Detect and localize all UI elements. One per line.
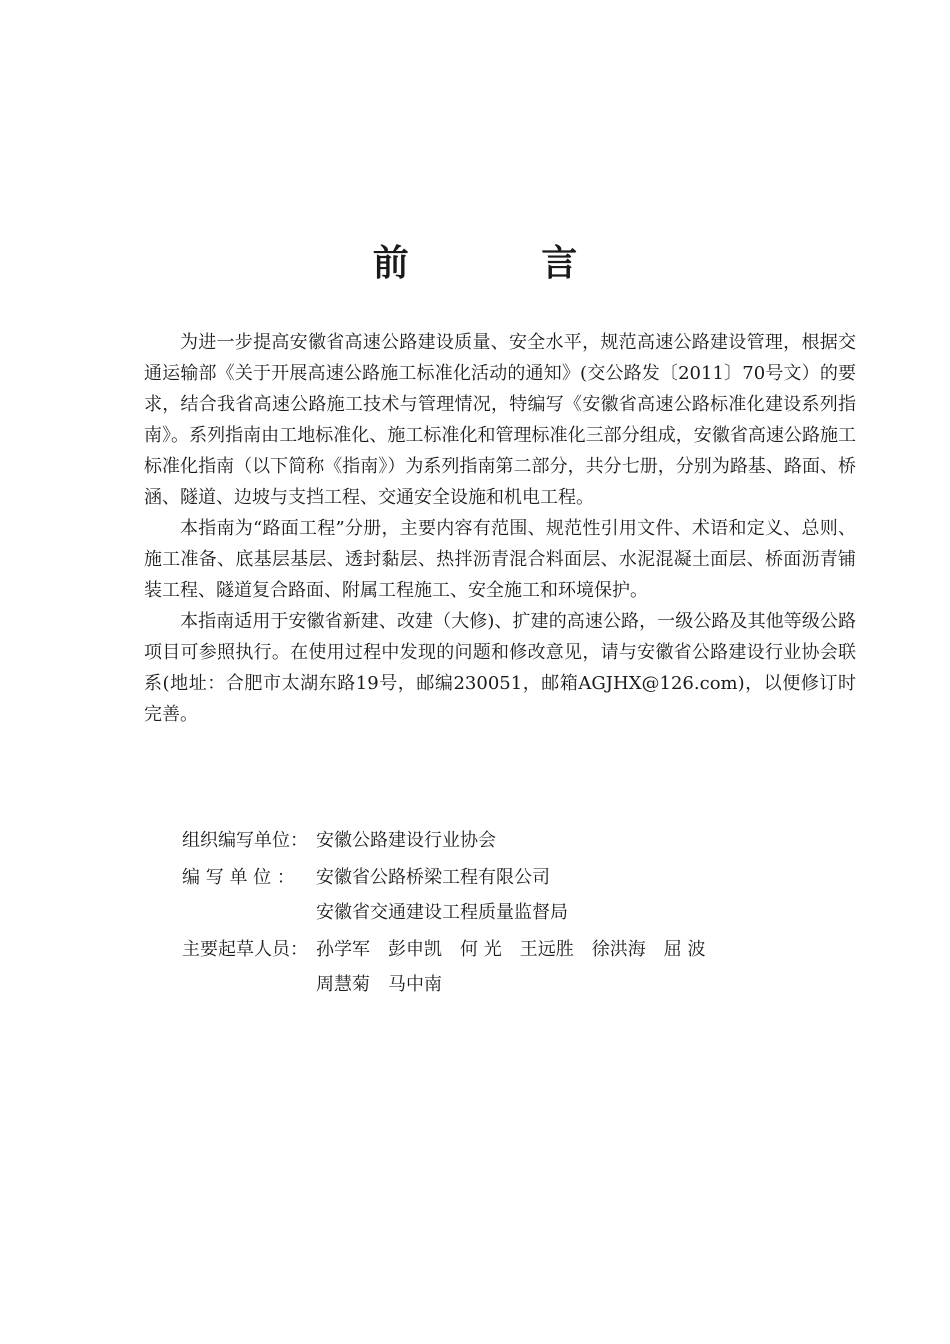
credits-block <box>182 823 822 1004</box>
authors-unit-label: 编 写 单 位 ： <box>182 867 295 888</box>
organizer-row <box>182 823 822 858</box>
drafters-names-2: 周慧菊 马中南 <box>316 974 442 995</box>
drafters-names-1: 孙学军 彭申凯 何 光 王远胜 徐洪海 屈 波 <box>316 939 706 960</box>
authors-unit-name-1: 安徽省公路桥梁工程有限公司 <box>316 867 550 888</box>
authors-unit-row <box>182 860 822 930</box>
drafters-row <box>182 932 822 1002</box>
organizer-label: 组织编写单位： <box>182 830 308 851</box>
paragraph-2: 本指南为“路面工程”分册，主要内容有范围、规范性引用文件、术语和定义、总则、施工准备、底基层基层、透封黏层、热拌沥青混合料面层、水泥混凝土面层、桥面沥青铺装工程、隧道复合路面、附属工程施工、安全施工和环境保护。 <box>144 518 856 601</box>
authors-unit-name-2: 安徽省交通建设工程质量监督局 <box>316 902 568 923</box>
drafters-label: 主要起草人员： <box>182 939 308 960</box>
organizer-name: 安徽公路建设行业协会 <box>316 830 496 851</box>
paragraph-3: 本指南适用于安徽省新建、改建（大修)、扩建的高速公路，一级公路及其他等级公路项目可参照执行。在使用过程中发现的问题和修改意见，请与安徽省公路建设行业协会联系(地址：合肥市太湖东路19号，邮编230051，邮箱AGJHX@126.com)，以便修订时完善。 <box>144 611 856 725</box>
preface-body <box>144 327 856 730</box>
paragraph-1: 为进一步提高安徽省高速公路建设质量、安全水平，规范高速公路建设管理，根据交通运输部《关于开展高速公路施工标准化活动的通知》(交公路发〔2011〕70号文）的要求，结合我省高速公路施工技术与管理情况，特编写《安徽省高速公路标准化建设系列指南》。系列指南由工地标准化、施工标准化和管理标准化三部分组成，安徽省高速公路施工标准化指南（以下简称《指南》）为系列指南第二部分，共分七册，分别为路基、路面、桥涵、隧道、边坡与支挡工程、交通安全设施和机电工程。 <box>144 332 856 508</box>
page-title: 前 言 <box>372 242 638 284</box>
